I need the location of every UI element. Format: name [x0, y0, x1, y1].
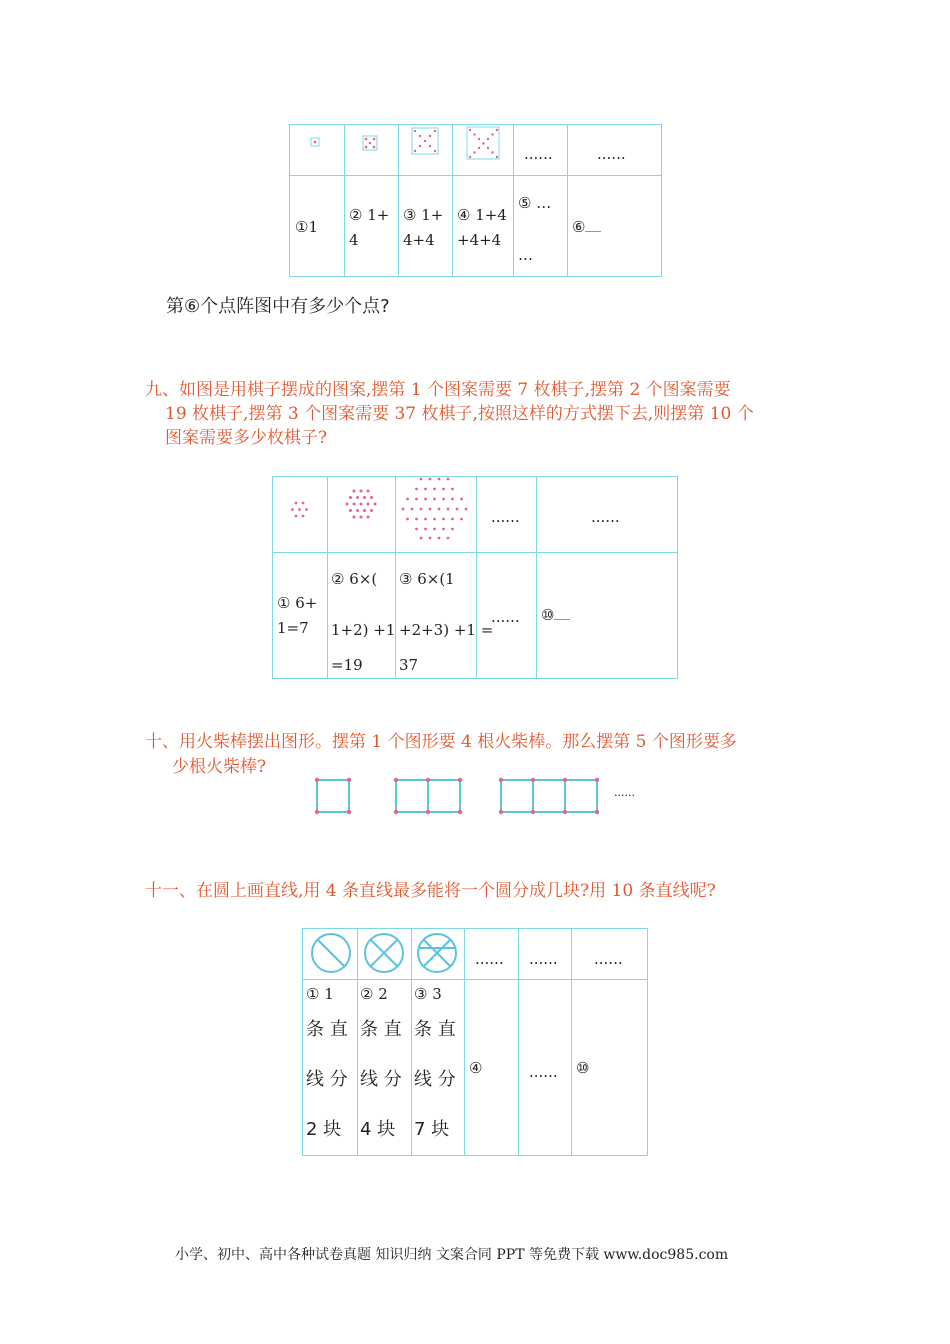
- t3-c3-r2: 条 直: [414, 1019, 456, 1040]
- t3-c2-r2: 条 直: [360, 1019, 402, 1040]
- q9-line2: 19 枚棋子,摆第 3 个图案需要 37 枚棋子,按照这样的方式摆下去,则摆第 10 个: [165, 404, 754, 424]
- dot-figure-1: [310, 137, 326, 153]
- t2-cell-2c: =19: [331, 656, 363, 674]
- t3-c1-r2: 条 直: [306, 1019, 348, 1040]
- t3-c2-r1: ② 2: [360, 985, 388, 1003]
- t2-cell-5: ⑩: [541, 603, 570, 628]
- t2-cell-3b: +2+3) +1 =: [399, 621, 494, 639]
- q10-line1: 十、用火柴棒摆出图形。摆第 1 个图形要 4 根火柴棒。那么摆第 5 个图形要多: [145, 732, 737, 752]
- hex-pattern-2: [344, 487, 382, 527]
- t3-c3-r1: ③ 3: [414, 985, 442, 1003]
- t3-c1-r1: ① 1: [306, 985, 334, 1003]
- circle-3-lines: [415, 931, 459, 975]
- t1-cell-5a: ⑤ …: [518, 194, 552, 212]
- t3-header-dots-4: ......: [475, 950, 504, 968]
- hex-pattern-1: [289, 499, 311, 521]
- t3-c2-r3: 线 分: [360, 1069, 402, 1090]
- t1-cell-4b: +4+4: [457, 231, 502, 249]
- dot-figure-2: [362, 135, 382, 155]
- t2-header-dots-4: ......: [491, 508, 520, 526]
- header-dots-6: ......: [597, 145, 626, 163]
- q9-line1: 九、如图是用棋子摆成的图案,摆第 1 个图案需要 7 枚棋子,摆第 2 个图案需要: [145, 380, 731, 400]
- t2-cell-3c: 37: [399, 656, 419, 674]
- t1-cell-4a: ④ 1+4: [457, 206, 507, 224]
- matchstick-figure-1: [312, 775, 354, 817]
- t3-c3-r3: 线 分: [414, 1069, 456, 1090]
- t3-header-dots-6: ......: [594, 950, 623, 968]
- t1-cell-3a: ③ 1+: [403, 206, 444, 224]
- t3-c1-r4: 2 块: [306, 1119, 342, 1140]
- circle-1-line: [309, 931, 353, 975]
- t2-cell-3a: ③ 6×(1: [399, 570, 455, 588]
- q9-line3: 图案需要多少枚棋子?: [165, 428, 328, 448]
- matchstick-figure-3: [496, 775, 602, 817]
- t2-cell-2a: ② 6×(: [331, 570, 378, 588]
- q11-line1: 十一、在圆上画直线,用 4 条直线最多能将一个圆分成几块?用 10 条直线呢?: [145, 881, 716, 901]
- t2-cell-1b: 1=7: [277, 619, 309, 637]
- hex-pattern-3: [398, 477, 474, 541]
- t1-cell-2b: 4: [349, 231, 359, 249]
- t2-cell-2b: 1+2) +1: [331, 621, 396, 639]
- dot-figure-3: [411, 127, 441, 157]
- t3-c2-r4: 4 块: [360, 1119, 396, 1140]
- t3-c5: ......: [529, 1063, 558, 1081]
- t3-c3-r4: 7 块: [414, 1119, 450, 1140]
- t1-cell-3b: 4+4: [403, 231, 435, 249]
- t2-cell-4: ......: [491, 608, 520, 626]
- t1-cell-2a: ② 1+: [349, 206, 390, 224]
- t1-cell-5b: …: [518, 246, 533, 264]
- footer-text: 小学、初中、高中各种试卷真题 知识归纳 文案合同 PPT 等免费下载 www.doc985.com: [175, 1247, 729, 1263]
- matchstick-dots: ......: [614, 786, 635, 799]
- chess-pattern-table: [272, 476, 678, 679]
- t1-cell-6: ⑥: [572, 215, 601, 240]
- t3-c1-r3: 线 分: [306, 1069, 348, 1090]
- q10-line2: 少根火柴棒?: [172, 757, 267, 777]
- t3-c6: ⑩: [576, 1059, 590, 1077]
- dot-square-table: [289, 124, 662, 277]
- dot-figure-4: [466, 126, 502, 162]
- t1-cell-1: ①1: [295, 218, 318, 236]
- circle-lines-table: [302, 928, 648, 1156]
- t3-c4: ④: [469, 1059, 483, 1077]
- matchstick-figure-2: [391, 775, 463, 817]
- header-dots-5: ......: [524, 145, 553, 163]
- circle-2-lines: [362, 931, 406, 975]
- t2-header-dots-5: ......: [591, 508, 620, 526]
- t2-cell-1a: ① 6+: [277, 594, 318, 612]
- t3-header-dots-5: ......: [529, 950, 558, 968]
- q8-question: 第⑥个点阵图中有多少个点?: [166, 296, 390, 317]
